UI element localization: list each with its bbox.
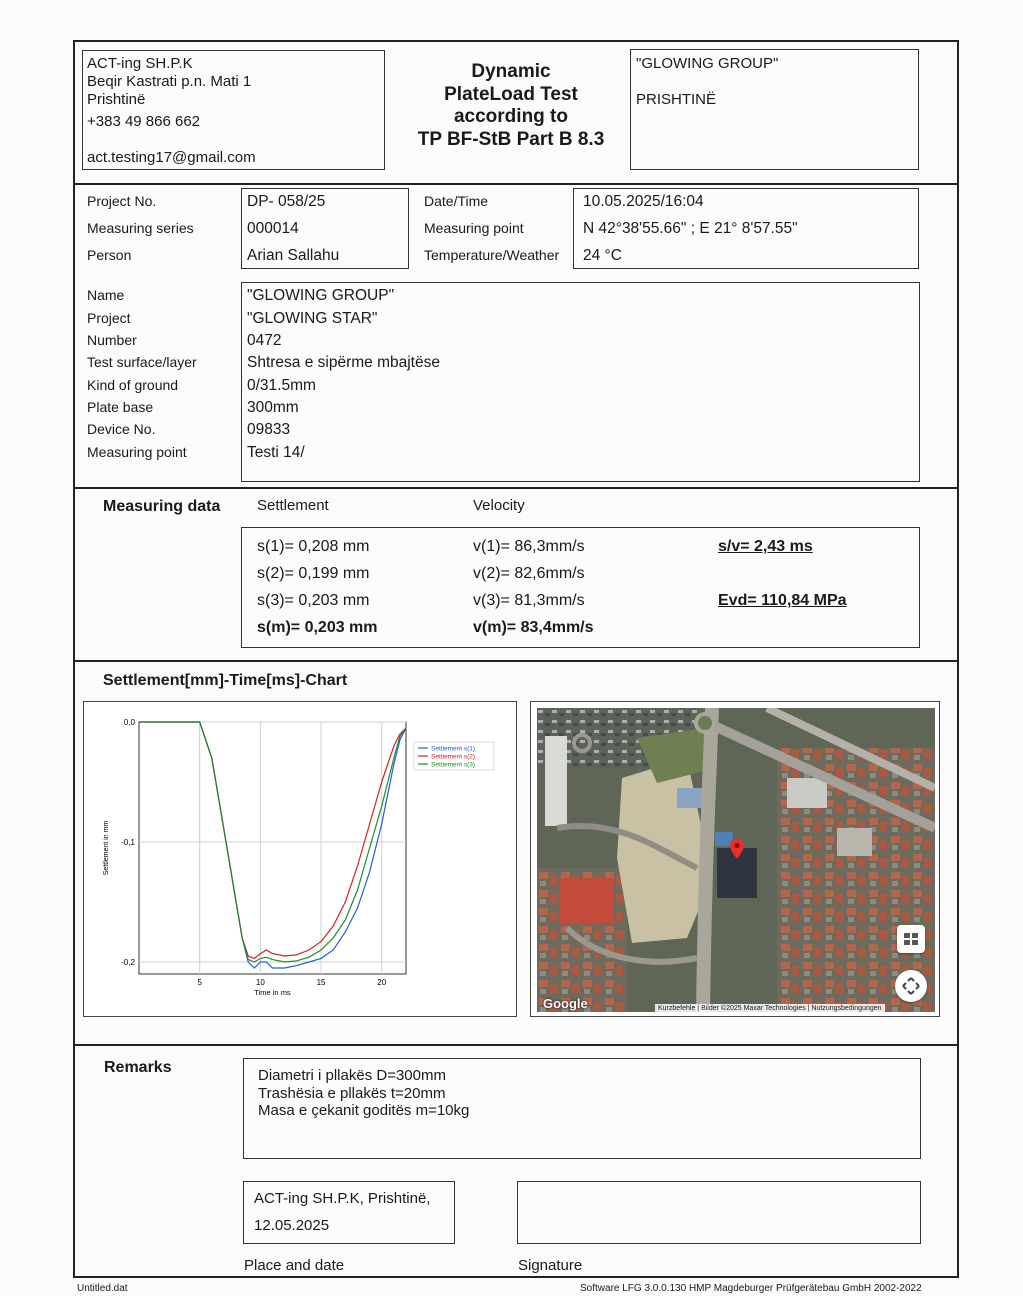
map-imagery-credit: Bilder ©2025 Maxar Technologies [701, 1005, 806, 1012]
settlement-chart-frame [83, 701, 517, 1017]
section-divider [73, 487, 959, 489]
title-line: Dynamic [471, 61, 551, 82]
location-pin-icon[interactable] [729, 838, 745, 858]
y-tick-label: 0,0 [123, 718, 135, 727]
company-address: Beqir Kastrati p.n. Mati 1 [87, 73, 252, 90]
remark-line: Trashësia e pllakës t=20mm [258, 1084, 446, 1102]
detail-value: 300mm [247, 399, 299, 416]
detail-value: "GLOWING GROUP" [247, 287, 395, 304]
measuring-point-label: Measuring point [424, 220, 524, 236]
settlement-header: Settlement [257, 497, 329, 514]
measuring-point-value: N 42°38'55.66" ; E 21° 8'57.55" [583, 220, 798, 237]
remarks-text [258, 1067, 469, 1120]
y-tick-label: -0,2 [121, 958, 135, 967]
date-value: 12.05.2025 [254, 1217, 330, 1234]
section-divider [73, 183, 959, 185]
temperature-value: 24 °C [583, 247, 622, 264]
measuring-series-value: 000014 [247, 220, 299, 237]
map-terms-link[interactable]: Nutzungsbedingungen [811, 1005, 882, 1012]
settlement-chart [84, 702, 516, 1016]
settlement-s3: s(3)= 0,203 mm [257, 592, 370, 609]
chart-section-title: Settlement[mm]-Time[ms]-Chart [103, 672, 348, 689]
legend-entry: Settlement s(3) [431, 761, 476, 769]
person-label: Person [87, 247, 132, 263]
satellite-map-frame [530, 701, 940, 1017]
detail-value: 0/31.5mm [247, 377, 316, 394]
map-attribution-bar: Kurzbefehle | Bilder ©2025 Maxar Technologies | Nutzungsbedingungen [655, 1004, 885, 1012]
detail-value: 09833 [247, 421, 291, 438]
title-line: TP BF-StB Part B 8.3 [417, 128, 605, 150]
detail-value: "GLOWING STAR" [247, 310, 378, 327]
datetime-label: Date/Time [424, 193, 489, 209]
map-shortcuts-link[interactable]: Kurzbefehle [658, 1005, 696, 1012]
remark-line: Diametri i pllakës D=300mm [258, 1067, 446, 1084]
layers-icon [897, 925, 925, 953]
detail-value: 0472 [247, 332, 282, 349]
evd-value: Evd= 110,84 MPa [718, 592, 847, 609]
client-city: PRISHTINË [636, 91, 717, 108]
signature-label: Signature [518, 1257, 583, 1274]
detail-label: Number [87, 332, 137, 348]
title-line: according to [453, 106, 568, 127]
detail-label: Device No. [87, 421, 156, 437]
velocity-mean: v(m)= 83,4mm/s [473, 619, 594, 636]
x-tick-label: 5 [197, 978, 202, 987]
section-divider [73, 1044, 959, 1046]
x-tick-label: 20 [377, 978, 387, 987]
datetime-value: 10.05.2025/16:04 [583, 193, 704, 210]
temperature-label: Temperature/Weather [424, 247, 560, 263]
google-logo: Google [543, 996, 588, 1011]
satellite-imagery [537, 708, 935, 1012]
footer-software: Software LFG 3.0.0.130 HMP Magdeburger Prüfgerätebau GmbH 2002-2022 [580, 1283, 922, 1294]
x-tick-label: 15 [316, 978, 326, 987]
company-phone: +383 49 866 662 [87, 113, 201, 130]
velocity-v2: v(2)= 82,6mm/s [473, 565, 585, 582]
detail-value: Testi 14/ [247, 444, 305, 461]
remarks-title: Remarks [104, 1059, 172, 1076]
measuring-series-label: Measuring series [87, 220, 194, 236]
place-value: ACT-ing SH.P.K, Prishtinë, [254, 1190, 431, 1207]
title-line: PlateLoad Test [444, 83, 578, 105]
legend-entry: Settlement s(2) [431, 753, 476, 761]
settlement-s2: s(2)= 0,199 mm [257, 565, 370, 582]
fullscreen-icon [895, 970, 927, 1002]
sv-ratio: s/v= 2,43 ms [718, 538, 813, 555]
detail-label: Test surface/layer [87, 354, 197, 370]
client-name: "GLOWING GROUP" [636, 55, 779, 72]
place-date-label: Place and date [244, 1257, 345, 1274]
settlement-mean: s(m)= 0,203 mm [257, 619, 378, 636]
velocity-v3: v(3)= 81,3mm/s [473, 592, 585, 609]
project-no-label: Project No. [87, 193, 157, 209]
measuring-data-title: Measuring data [103, 498, 221, 515]
x-tick-label: 10 [255, 978, 265, 987]
remark-line: Masa e çekanit goditës m=10kg [258, 1102, 470, 1119]
y-axis-label: Settlement in mm [103, 820, 110, 876]
company-name: ACT-ing SH.P.K [87, 55, 193, 72]
velocity-v1: v(1)= 86,3mm/s [473, 538, 585, 555]
settlement-s1: s(1)= 0,208 mm [257, 538, 370, 555]
document-title [395, 61, 627, 151]
location-pin-shape [730, 839, 744, 860]
person-value: Arian Sallahu [247, 247, 340, 264]
footer-filename: Untitled.dat [77, 1283, 128, 1294]
detail-label: Project [87, 310, 131, 326]
x-axis-label: Time in ms [254, 988, 291, 997]
project-no-value: DP- 058/25 [247, 193, 326, 210]
detail-label: Name [87, 287, 125, 303]
detail-label: Plate base [87, 399, 154, 415]
velocity-header: Velocity [473, 497, 525, 514]
company-email: act.testing17@gmail.com [87, 149, 256, 166]
layers-button[interactable] [897, 925, 925, 953]
legend-entry: Settlement s(1) [431, 745, 476, 753]
detail-label: Measuring point [87, 444, 187, 460]
section-divider [73, 660, 959, 662]
detail-value: Shtresa e sipërme mbajtëse [247, 354, 440, 371]
fullscreen-button[interactable] [895, 970, 927, 1002]
satellite-map[interactable] [537, 708, 935, 1012]
y-tick-label: -0,1 [121, 838, 135, 847]
detail-label: Kind of ground [87, 377, 179, 393]
plot-area [139, 722, 406, 974]
signature-box [517, 1181, 921, 1244]
company-city: Prishtinë [87, 91, 146, 108]
